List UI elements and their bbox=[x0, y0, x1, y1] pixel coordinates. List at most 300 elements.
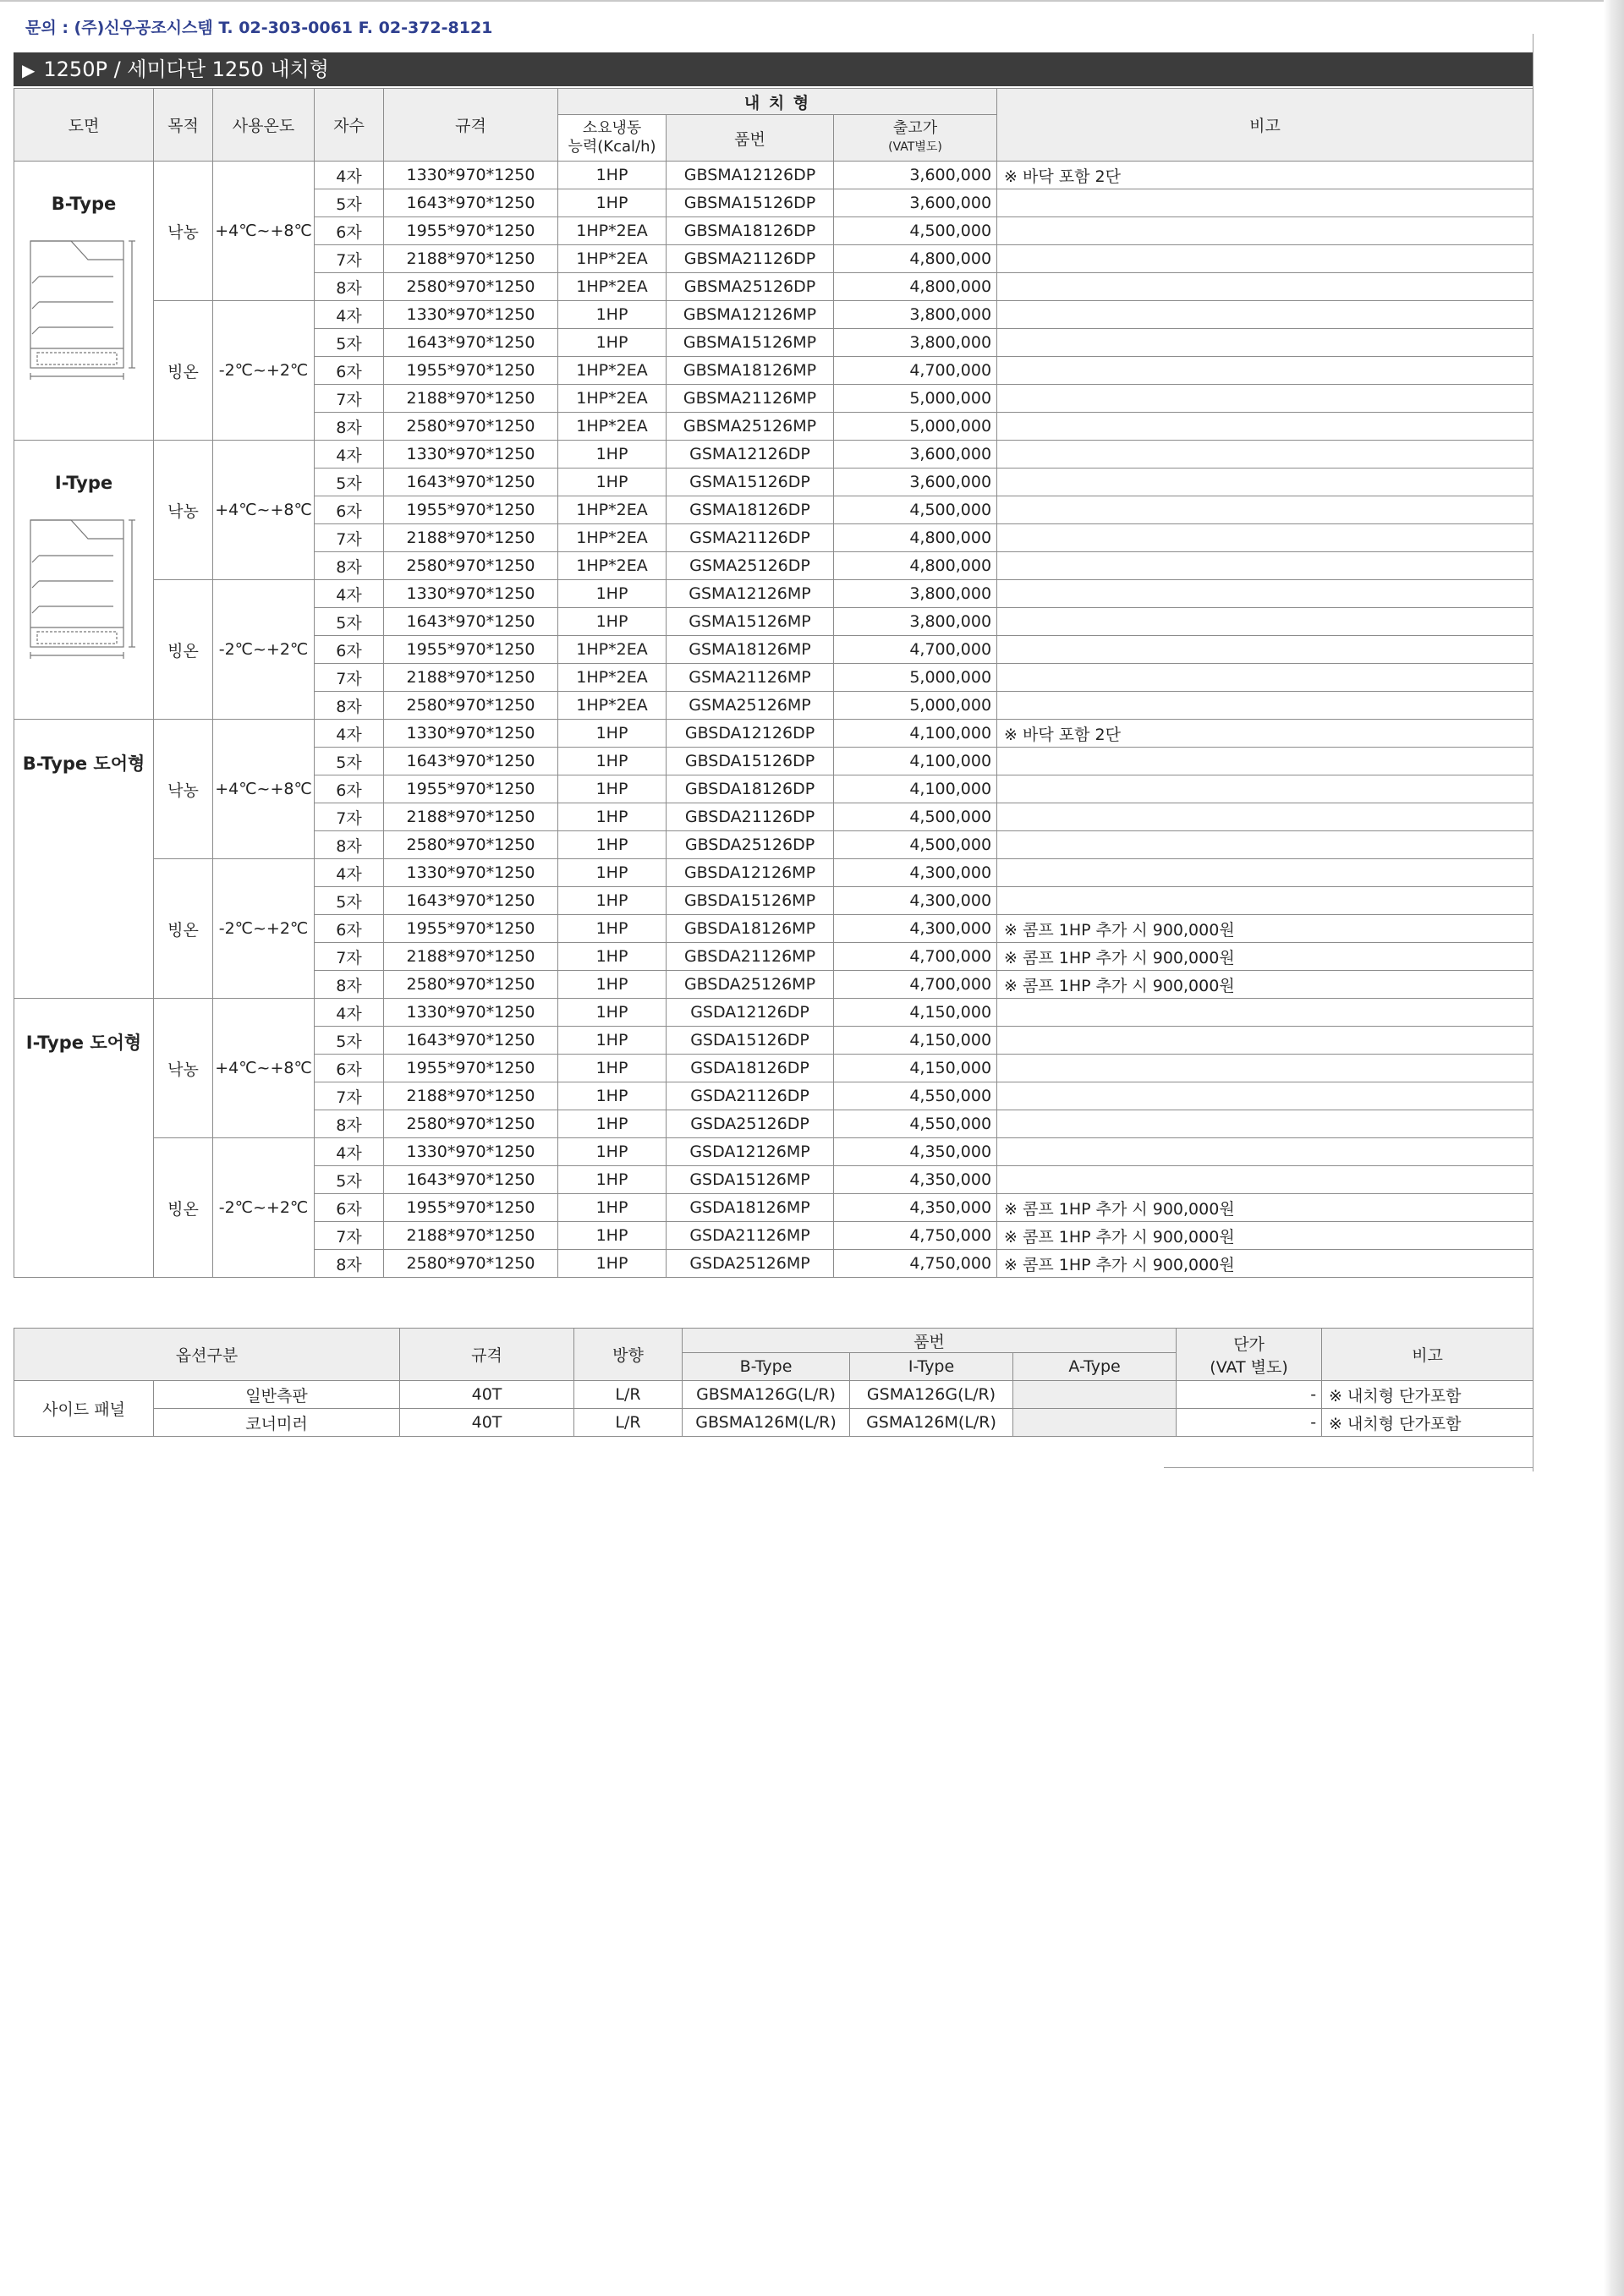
model-cell: GBSDA12126MP bbox=[667, 859, 834, 887]
spec-cell: 1955*970*1250 bbox=[384, 496, 558, 524]
size-cell: 7자 bbox=[315, 943, 384, 971]
header-capacity-unit: 능력(Kcal/h) bbox=[568, 138, 656, 156]
remark-cell: ※ 바닥 포함 2단 bbox=[997, 162, 1533, 189]
spec-cell: 2188*970*1250 bbox=[384, 803, 558, 831]
spec-cell: 1330*970*1250 bbox=[384, 999, 558, 1027]
capacity-cell: 1HP bbox=[558, 329, 667, 357]
header-model: 품번 bbox=[667, 115, 834, 162]
capacity-cell: 1HP bbox=[558, 162, 667, 189]
size-cell: 7자 bbox=[315, 664, 384, 692]
scan-edge-shadow bbox=[1604, 0, 1624, 2296]
size-cell: 5자 bbox=[315, 887, 384, 915]
group-cell bbox=[14, 720, 154, 999]
capacity-cell: 1HP*2EA bbox=[558, 496, 667, 524]
opt-direction: L/R bbox=[574, 1409, 683, 1437]
header-capacity-label: 소요냉동 bbox=[582, 119, 642, 137]
capacity-cell: 1HP bbox=[558, 915, 667, 943]
price-cell: 5,000,000 bbox=[834, 664, 997, 692]
opt-spec: 40T bbox=[400, 1381, 574, 1409]
size-cell: 8자 bbox=[315, 831, 384, 859]
spec-cell: 1330*970*1250 bbox=[384, 580, 558, 608]
model-cell: GSMA25126MP bbox=[667, 692, 834, 720]
model-cell: GSDA18126MP bbox=[667, 1194, 834, 1222]
size-cell: 8자 bbox=[315, 1250, 384, 1278]
size-cell: 7자 bbox=[315, 803, 384, 831]
price-cell: 4,700,000 bbox=[834, 357, 997, 385]
model-cell: GSDA12126DP bbox=[667, 999, 834, 1027]
remark-cell bbox=[997, 357, 1533, 385]
remark-cell bbox=[997, 217, 1533, 245]
opt-header-category: 옵션구분 bbox=[14, 1329, 400, 1381]
group-name: I-Type 도어형 bbox=[25, 1033, 142, 1053]
remark-cell bbox=[997, 552, 1533, 580]
spec-cell: 2580*970*1250 bbox=[384, 273, 558, 301]
price-cell: 4,150,000 bbox=[834, 999, 997, 1027]
option-table bbox=[14, 1328, 1533, 1437]
model-cell: GSMA21126DP bbox=[667, 524, 834, 552]
spec-cell: 2188*970*1250 bbox=[384, 245, 558, 273]
opt-b-type-model: GBSMA126G(L/R) bbox=[683, 1381, 850, 1409]
price-cell: 4,700,000 bbox=[834, 636, 997, 664]
remark-cell bbox=[997, 245, 1533, 273]
model-cell: GBSDA25126DP bbox=[667, 831, 834, 859]
price-cell: 4,150,000 bbox=[834, 1055, 997, 1082]
opt-header-b-type: B-Type bbox=[683, 1353, 850, 1381]
spec-cell: 1955*970*1250 bbox=[384, 915, 558, 943]
price-cell: 4,150,000 bbox=[834, 1027, 997, 1055]
model-cell: GSDA15126DP bbox=[667, 1027, 834, 1055]
remark-cell bbox=[997, 1110, 1533, 1138]
size-cell: 5자 bbox=[315, 1027, 384, 1055]
price-table bbox=[14, 88, 1533, 1278]
model-cell: GBSMA15126MP bbox=[667, 329, 834, 357]
remark-cell bbox=[997, 748, 1533, 775]
option-row bbox=[14, 1381, 1533, 1409]
capacity-cell: 1HP bbox=[558, 1027, 667, 1055]
price-cell: 3,800,000 bbox=[834, 301, 997, 329]
price-cell: 4,800,000 bbox=[834, 245, 997, 273]
temperature-cell: +4℃~+8℃ bbox=[213, 162, 315, 301]
remark-cell bbox=[997, 301, 1533, 329]
table-row bbox=[14, 580, 1533, 608]
model-cell: GSMA18126DP bbox=[667, 496, 834, 524]
remark-cell bbox=[997, 441, 1533, 469]
price-cell: 4,800,000 bbox=[834, 552, 997, 580]
size-cell: 4자 bbox=[315, 301, 384, 329]
remark-cell bbox=[997, 469, 1533, 496]
price-cell: 5,000,000 bbox=[834, 385, 997, 413]
remark-cell bbox=[997, 859, 1533, 887]
temperature-cell: +4℃~+8℃ bbox=[213, 999, 315, 1138]
capacity-cell: 1HP bbox=[558, 887, 667, 915]
price-cell: 4,500,000 bbox=[834, 831, 997, 859]
header-remark: 비고 bbox=[997, 89, 1533, 162]
remark-cell: ※ 콤프 1HP 추가 시 900,000원 bbox=[997, 1194, 1533, 1222]
capacity-cell: 1HP bbox=[558, 1222, 667, 1250]
temperature-cell: -2℃~+2℃ bbox=[213, 301, 315, 441]
purpose-cell: 빙온 bbox=[154, 1138, 213, 1278]
spec-cell: 2580*970*1250 bbox=[384, 1250, 558, 1278]
size-cell: 5자 bbox=[315, 1166, 384, 1194]
bottom-rule bbox=[1164, 1467, 1533, 1468]
remark-cell bbox=[997, 273, 1533, 301]
remark-cell: ※ 콤프 1HP 추가 시 900,000원 bbox=[997, 1250, 1533, 1278]
remark-cell bbox=[997, 608, 1533, 636]
spec-cell: 1643*970*1250 bbox=[384, 1166, 558, 1194]
model-cell: GBSMA18126MP bbox=[667, 357, 834, 385]
spec-cell: 2580*970*1250 bbox=[384, 831, 558, 859]
model-cell: GSDA12126MP bbox=[667, 1138, 834, 1166]
spec-cell: 1330*970*1250 bbox=[384, 1138, 558, 1166]
header-price-vat: (VAT별도) bbox=[888, 140, 942, 154]
spec-cell: 2188*970*1250 bbox=[384, 1082, 558, 1110]
remark-cell: ※ 콤프 1HP 추가 시 900,000원 bbox=[997, 915, 1533, 943]
capacity-cell: 1HP bbox=[558, 608, 667, 636]
capacity-cell: 1HP bbox=[558, 1110, 667, 1138]
purpose-cell: 빙온 bbox=[154, 301, 213, 441]
remark-cell bbox=[997, 1055, 1533, 1082]
opt-spec: 40T bbox=[400, 1409, 574, 1437]
table-row bbox=[14, 1138, 1533, 1166]
table-row bbox=[14, 162, 1533, 189]
price-cell: 3,600,000 bbox=[834, 469, 997, 496]
price-cell: 4,100,000 bbox=[834, 748, 997, 775]
spec-cell: 1330*970*1250 bbox=[384, 301, 558, 329]
remark-cell bbox=[997, 803, 1533, 831]
model-cell: GSDA18126DP bbox=[667, 1055, 834, 1082]
model-cell: GBSMA21126MP bbox=[667, 385, 834, 413]
model-cell: GSMA15126MP bbox=[667, 608, 834, 636]
section-title-bar bbox=[14, 52, 1533, 86]
opt-name: 코너미러 bbox=[154, 1409, 400, 1437]
price-cell: 4,350,000 bbox=[834, 1194, 997, 1222]
capacity-cell: 1HP*2EA bbox=[558, 273, 667, 301]
price-cell: 5,000,000 bbox=[834, 413, 997, 441]
capacity-cell: 1HP bbox=[558, 1082, 667, 1110]
opt-group-name: 사이드 패널 bbox=[14, 1381, 154, 1437]
size-cell: 6자 bbox=[315, 775, 384, 803]
price-cell: 4,750,000 bbox=[834, 1222, 997, 1250]
remark-cell bbox=[997, 413, 1533, 441]
capacity-cell: 1HP bbox=[558, 189, 667, 217]
capacity-cell: 1HP bbox=[558, 859, 667, 887]
opt-header-direction: 방향 bbox=[574, 1329, 683, 1381]
spec-cell: 1643*970*1250 bbox=[384, 748, 558, 775]
spec-cell: 1643*970*1250 bbox=[384, 189, 558, 217]
spec-cell: 2188*970*1250 bbox=[384, 1222, 558, 1250]
remark-cell bbox=[997, 775, 1533, 803]
model-cell: GBSDA21126DP bbox=[667, 803, 834, 831]
spec-cell: 1955*970*1250 bbox=[384, 217, 558, 245]
size-cell: 7자 bbox=[315, 385, 384, 413]
capacity-cell: 1HP*2EA bbox=[558, 385, 667, 413]
opt-note: ※ 내치형 단가포함 bbox=[1322, 1409, 1533, 1437]
size-cell: 6자 bbox=[315, 636, 384, 664]
size-cell: 5자 bbox=[315, 748, 384, 775]
model-cell: GSDA15126MP bbox=[667, 1166, 834, 1194]
model-cell: GSDA21126DP bbox=[667, 1082, 834, 1110]
table-row bbox=[14, 720, 1533, 748]
remark-cell bbox=[997, 329, 1533, 357]
size-cell: 4자 bbox=[315, 580, 384, 608]
spec-cell: 1955*970*1250 bbox=[384, 1055, 558, 1082]
spec-cell: 1955*970*1250 bbox=[384, 357, 558, 385]
size-cell: 8자 bbox=[315, 1110, 384, 1138]
group-name: I-Type bbox=[54, 473, 113, 493]
play-triangle-icon: ▶ bbox=[22, 60, 36, 80]
capacity-cell: 1HP*2EA bbox=[558, 357, 667, 385]
remark-cell bbox=[997, 1082, 1533, 1110]
capacity-cell: 1HP*2EA bbox=[558, 552, 667, 580]
size-cell: 7자 bbox=[315, 245, 384, 273]
group-name: B-Type bbox=[51, 194, 117, 214]
remark-cell: ※ 콤프 1HP 추가 시 900,000원 bbox=[997, 943, 1533, 971]
case-drawing-icon bbox=[20, 226, 147, 386]
opt-header-i-type: I-Type bbox=[850, 1353, 1013, 1381]
size-cell: 6자 bbox=[315, 357, 384, 385]
size-cell: 5자 bbox=[315, 189, 384, 217]
price-cell: 4,300,000 bbox=[834, 887, 997, 915]
model-cell: GBSDA15126DP bbox=[667, 748, 834, 775]
remark-cell bbox=[997, 580, 1533, 608]
price-cell: 3,800,000 bbox=[834, 329, 997, 357]
capacity-cell: 1HP bbox=[558, 1055, 667, 1082]
header-price-label: 출고가 bbox=[892, 119, 938, 137]
size-cell: 8자 bbox=[315, 552, 384, 580]
opt-header-a-type: A-Type bbox=[1013, 1353, 1177, 1381]
group-cell bbox=[14, 441, 154, 720]
price-cell: 3,600,000 bbox=[834, 189, 997, 217]
size-cell: 5자 bbox=[315, 608, 384, 636]
header-capacity bbox=[558, 115, 667, 162]
price-cell: 4,550,000 bbox=[834, 1110, 997, 1138]
spec-cell: 1643*970*1250 bbox=[384, 1027, 558, 1055]
capacity-cell: 1HP bbox=[558, 999, 667, 1027]
remark-cell bbox=[997, 887, 1533, 915]
opt-a-type-model bbox=[1013, 1409, 1177, 1437]
page-top-border bbox=[0, 0, 1624, 2]
size-cell: 8자 bbox=[315, 971, 384, 999]
model-cell: GSMA25126DP bbox=[667, 552, 834, 580]
header-purpose: 목적 bbox=[154, 89, 213, 162]
remark-cell bbox=[997, 664, 1533, 692]
price-cell: 4,800,000 bbox=[834, 524, 997, 552]
temperature-cell: -2℃~+2℃ bbox=[213, 580, 315, 720]
size-cell: 4자 bbox=[315, 720, 384, 748]
capacity-cell: 1HP bbox=[558, 1138, 667, 1166]
opt-name: 일반측판 bbox=[154, 1381, 400, 1409]
capacity-cell: 1HP bbox=[558, 971, 667, 999]
case-drawing-icon bbox=[20, 505, 147, 666]
table-row bbox=[14, 999, 1533, 1027]
model-cell: GBSMA18126DP bbox=[667, 217, 834, 245]
purpose-cell: 낙농 bbox=[154, 441, 213, 580]
size-cell: 4자 bbox=[315, 162, 384, 189]
size-cell: 4자 bbox=[315, 1138, 384, 1166]
spec-cell: 1643*970*1250 bbox=[384, 608, 558, 636]
model-cell: GBSDA18126DP bbox=[667, 775, 834, 803]
remark-cell bbox=[997, 524, 1533, 552]
capacity-cell: 1HP bbox=[558, 469, 667, 496]
capacity-cell: 1HP bbox=[558, 831, 667, 859]
capacity-cell: 1HP*2EA bbox=[558, 217, 667, 245]
capacity-cell: 1HP bbox=[558, 1166, 667, 1194]
header-drawing: 도면 bbox=[14, 89, 154, 162]
model-cell: GBSMA12126MP bbox=[667, 301, 834, 329]
model-cell: GSMA12126MP bbox=[667, 580, 834, 608]
opt-note: ※ 내치형 단가포함 bbox=[1322, 1381, 1533, 1409]
purpose-cell: 빙온 bbox=[154, 859, 213, 999]
price-cell: 5,000,000 bbox=[834, 692, 997, 720]
temperature-cell: -2℃~+2℃ bbox=[213, 1138, 315, 1278]
capacity-cell: 1HP*2EA bbox=[558, 692, 667, 720]
remark-cell bbox=[997, 1138, 1533, 1166]
temperature-cell: -2℃~+2℃ bbox=[213, 859, 315, 999]
price-cell: 4,500,000 bbox=[834, 803, 997, 831]
temperature-cell: +4℃~+8℃ bbox=[213, 441, 315, 580]
model-cell: GSMA12126DP bbox=[667, 441, 834, 469]
price-cell: 4,700,000 bbox=[834, 971, 997, 999]
capacity-cell: 1HP bbox=[558, 1250, 667, 1278]
capacity-cell: 1HP*2EA bbox=[558, 664, 667, 692]
spec-cell: 1955*970*1250 bbox=[384, 1194, 558, 1222]
size-cell: 7자 bbox=[315, 1082, 384, 1110]
opt-a-type-model bbox=[1013, 1381, 1177, 1409]
model-cell: GBSDA25126MP bbox=[667, 971, 834, 999]
model-cell: GSMA21126MP bbox=[667, 664, 834, 692]
spec-cell: 2188*970*1250 bbox=[384, 385, 558, 413]
opt-i-type-model: GSMA126G(L/R) bbox=[850, 1381, 1013, 1409]
price-cell: 4,350,000 bbox=[834, 1166, 997, 1194]
spec-cell: 1643*970*1250 bbox=[384, 469, 558, 496]
model-cell: GBSMA21126DP bbox=[667, 245, 834, 273]
size-cell: 8자 bbox=[315, 413, 384, 441]
size-cell: 5자 bbox=[315, 329, 384, 357]
opt-header-spec: 규격 bbox=[400, 1329, 574, 1381]
table-row bbox=[14, 441, 1533, 469]
opt-price: - bbox=[1177, 1381, 1322, 1409]
model-cell: GBSMA15126DP bbox=[667, 189, 834, 217]
model-cell: GBSDA15126MP bbox=[667, 887, 834, 915]
spec-cell: 2188*970*1250 bbox=[384, 943, 558, 971]
price-cell: 4,500,000 bbox=[834, 217, 997, 245]
table-row bbox=[14, 301, 1533, 329]
capacity-cell: 1HP bbox=[558, 301, 667, 329]
price-cell: 4,500,000 bbox=[834, 496, 997, 524]
capacity-cell: 1HP bbox=[558, 580, 667, 608]
capacity-cell: 1HP*2EA bbox=[558, 245, 667, 273]
size-cell: 4자 bbox=[315, 859, 384, 887]
price-cell: 4,700,000 bbox=[834, 943, 997, 971]
price-cell: 3,600,000 bbox=[834, 162, 997, 189]
size-cell: 7자 bbox=[315, 524, 384, 552]
header-spec: 규격 bbox=[384, 89, 558, 162]
spec-cell: 2580*970*1250 bbox=[384, 692, 558, 720]
model-cell: GSDA25126MP bbox=[667, 1250, 834, 1278]
remark-cell bbox=[997, 385, 1533, 413]
option-row bbox=[14, 1409, 1533, 1437]
remark-cell: ※ 바닥 포함 2단 bbox=[997, 720, 1533, 748]
capacity-cell: 1HP*2EA bbox=[558, 524, 667, 552]
price-cell: 4,800,000 bbox=[834, 273, 997, 301]
purpose-cell: 빙온 bbox=[154, 580, 213, 720]
opt-i-type-model: GSMA126M(L/R) bbox=[850, 1409, 1013, 1437]
spec-cell: 2580*970*1250 bbox=[384, 552, 558, 580]
opt-header-unit-price bbox=[1177, 1329, 1322, 1381]
capacity-cell: 1HP bbox=[558, 775, 667, 803]
capacity-cell: 1HP bbox=[558, 1194, 667, 1222]
model-cell: GSMA15126DP bbox=[667, 469, 834, 496]
price-cell: 3,600,000 bbox=[834, 441, 997, 469]
price-cell: 4,300,000 bbox=[834, 859, 997, 887]
remark-cell bbox=[997, 636, 1533, 664]
opt-header-unit-price-vat: (VAT 별도) bbox=[1210, 1357, 1288, 1377]
contact-info: 문의 : (주)신우공조시스템 T. 02-303-0061 F. 02-372-8121 bbox=[25, 19, 493, 37]
header-price bbox=[834, 115, 997, 162]
size-cell: 8자 bbox=[315, 692, 384, 720]
model-cell: GSDA25126DP bbox=[667, 1110, 834, 1138]
spec-cell: 2580*970*1250 bbox=[384, 971, 558, 999]
remark-cell bbox=[997, 1027, 1533, 1055]
capacity-cell: 1HP*2EA bbox=[558, 413, 667, 441]
remark-cell bbox=[997, 999, 1533, 1027]
capacity-cell: 1HP bbox=[558, 441, 667, 469]
size-cell: 7자 bbox=[315, 1222, 384, 1250]
remark-cell bbox=[997, 496, 1533, 524]
table-row bbox=[14, 859, 1533, 887]
price-cell: 4,100,000 bbox=[834, 720, 997, 748]
header-temperature: 사용온도 bbox=[213, 89, 315, 162]
spec-cell: 1330*970*1250 bbox=[384, 720, 558, 748]
price-cell: 4,550,000 bbox=[834, 1082, 997, 1110]
spec-cell: 2580*970*1250 bbox=[384, 1110, 558, 1138]
spec-cell: 1955*970*1250 bbox=[384, 775, 558, 803]
header-internal: 내 치 형 bbox=[558, 89, 997, 115]
purpose-cell: 낙농 bbox=[154, 720, 213, 859]
size-cell: 5자 bbox=[315, 469, 384, 496]
capacity-cell: 1HP bbox=[558, 748, 667, 775]
spec-cell: 1643*970*1250 bbox=[384, 887, 558, 915]
size-cell: 6자 bbox=[315, 915, 384, 943]
spec-cell: 1643*970*1250 bbox=[384, 329, 558, 357]
header-size: 자수 bbox=[315, 89, 384, 162]
spec-cell: 2188*970*1250 bbox=[384, 524, 558, 552]
remark-cell bbox=[997, 831, 1533, 859]
spec-cell: 2188*970*1250 bbox=[384, 664, 558, 692]
remark-cell: ※ 콤프 1HP 추가 시 900,000원 bbox=[997, 971, 1533, 999]
price-table-body bbox=[14, 162, 1533, 1278]
model-cell: GBSDA21126MP bbox=[667, 943, 834, 971]
opt-header-remark: 비고 bbox=[1322, 1329, 1533, 1381]
opt-header-unit-price-label: 단가 bbox=[1233, 1334, 1265, 1354]
capacity-cell: 1HP*2EA bbox=[558, 636, 667, 664]
spec-cell: 2580*970*1250 bbox=[384, 413, 558, 441]
temperature-cell: +4℃~+8℃ bbox=[213, 720, 315, 859]
purpose-cell: 낙농 bbox=[154, 162, 213, 301]
capacity-cell: 1HP bbox=[558, 720, 667, 748]
spec-cell: 1330*970*1250 bbox=[384, 162, 558, 189]
size-cell: 6자 bbox=[315, 496, 384, 524]
model-cell: GSDA21126MP bbox=[667, 1222, 834, 1250]
section-title: 1250P / 세미다단 1250 내치형 bbox=[43, 58, 329, 81]
model-cell: GBSDA18126MP bbox=[667, 915, 834, 943]
price-cell: 4,750,000 bbox=[834, 1250, 997, 1278]
size-cell: 6자 bbox=[315, 1194, 384, 1222]
price-cell: 3,800,000 bbox=[834, 608, 997, 636]
purpose-cell: 낙농 bbox=[154, 999, 213, 1138]
price-cell: 3,800,000 bbox=[834, 580, 997, 608]
size-cell: 4자 bbox=[315, 441, 384, 469]
